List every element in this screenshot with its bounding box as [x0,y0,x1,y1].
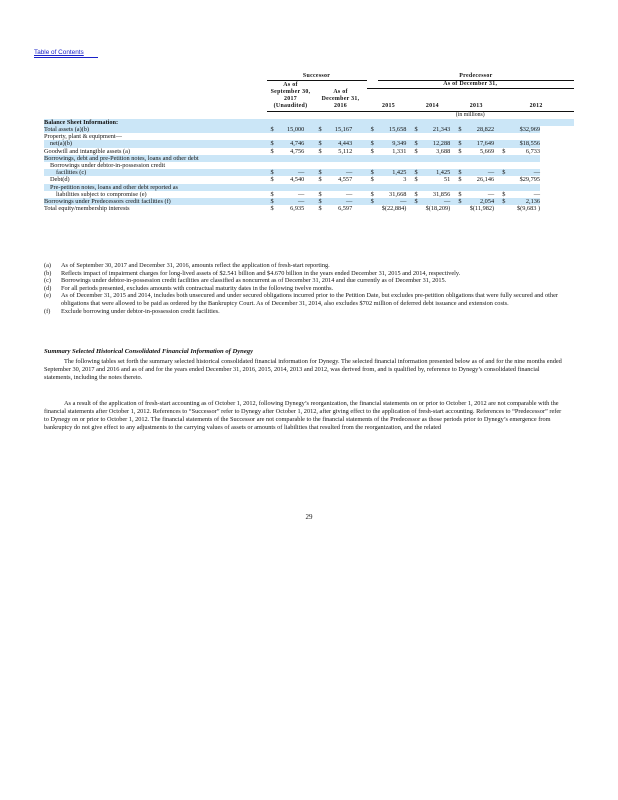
currency-symbol: $ [414,147,418,155]
table-row [44,133,574,140]
currency-symbol: $ [318,176,322,184]
cell-value: $(11,982) [469,205,495,213]
table-row [44,140,574,147]
currency-symbol: $ [267,140,278,147]
cell-value: 12,288 [422,140,451,147]
cell-value: 1,425 [422,169,451,176]
cell-value: $(18,209) [425,205,451,213]
footnote-text: As of September 30, 2017 and December 31, 2016, amounts reflect the application of fresh-start reporting. [61,262,330,269]
currency-symbol: $ [314,140,325,147]
cell-value [326,155,353,162]
currency-symbol [498,184,509,191]
paragraph-1: The following tables set forth the summary selected historical consolidated financial information for Dynegy. The selected financial information presented below as of and for the nine months ended September 30, 2017 and 2016 and as of and for the years ended December 31, 2016, 2015, 2014, 2013 and 2012, was derived from, and is qualified by, reference to Dynegy’s consolidated financial statements, including the notes thereto. [44,358,562,381]
cell-value: — [278,198,305,205]
column-header [410,89,454,96]
currency-symbol: $ [454,169,465,176]
currency-symbol [267,184,278,191]
cell-value [378,155,407,162]
currency-symbol: $ [314,126,325,133]
cell-value: 28,822 [466,126,495,133]
row-label: Borrowings under Predecessors credit facilities (f) [44,198,267,205]
cell-value: 15,000 [278,126,305,133]
column-header [410,96,454,103]
footnote [44,308,564,316]
currency-symbol [410,184,421,191]
cell-value [378,184,407,191]
currency-symbol: $ [318,147,322,155]
units-row [44,111,574,119]
page-number: 29 [305,513,313,521]
cell-value: $32,969 [509,126,540,133]
cell-value: 3,688 [436,147,451,155]
table-row [44,205,574,212]
units-label: (in millions) [455,111,485,118]
currency-symbol [454,133,465,140]
cell-value [509,133,540,140]
column-header [454,96,498,103]
currency-symbol: $ [270,190,274,198]
currency-symbol: $ [454,140,465,147]
footnote [44,262,564,270]
predecessor-subheader: As of December 31, [367,81,574,89]
currency-symbol [410,162,421,169]
row-label: Debt(d) [50,176,70,184]
column-header: 2012 [498,103,574,111]
column-header: 2013 [454,103,498,111]
column-header: (Unaudited) [267,103,315,111]
footnotes [44,262,564,315]
column-header [498,89,574,96]
row-label: Goodwill and intangible assets (a) [44,147,131,155]
cell-value [422,155,451,162]
cell-value: 5,669 [479,147,495,155]
column-header-row [44,103,574,111]
cell-value: 31,668 [389,190,407,198]
currency-symbol [410,133,421,140]
cell-value [326,184,353,191]
row-label: Total equity/membership interests [44,205,130,213]
currency-symbol [267,162,278,169]
row-label: Pre-petition notes, loans and other debt reported as [44,184,267,191]
currency-symbol [367,133,378,140]
cell-value: — [422,198,451,205]
predecessor-header: Predecessor [378,73,574,81]
cell-value: — [326,198,353,205]
cell-value: — [378,198,407,205]
currency-symbol [314,162,325,169]
column-header-row [44,96,574,103]
currency-symbol: $ [414,176,418,184]
cell-value: — [278,169,305,176]
currency-symbol [454,155,465,162]
column-header [367,96,411,103]
currency-symbol: $ [458,176,462,184]
currency-symbol: $ [314,169,325,176]
currency-symbol: $ [270,147,274,155]
cell-value [509,162,540,169]
cell-value: — [487,190,495,198]
currency-symbol: $ [318,205,322,213]
summary-heading: Summary Selected Historical Consolidated Financial Information of Dynegy [44,348,253,355]
cell-value: 9,349 [378,140,407,147]
currency-symbol: $ [410,169,421,176]
cell-value [422,184,451,191]
cell-value [466,133,495,140]
currency-symbol: $ [270,176,274,184]
currency-symbol: $ [367,169,378,176]
currency-symbol: $ [314,198,325,205]
currency-symbol: $ [267,198,278,205]
currency-symbol [454,205,465,212]
currency-symbol: $ [270,205,274,213]
cell-value: 6,733 [525,147,541,155]
cell-value [422,133,451,140]
currency-symbol [367,162,378,169]
cell-value [326,133,353,140]
footnote-key: (b) [44,269,52,277]
currency-symbol: $ [454,126,465,133]
currency-symbol: $ [498,169,509,176]
cell-value: 31,856 [432,190,451,198]
column-header-row [44,81,574,89]
cell-value: 26,146 [476,176,495,184]
column-header [367,89,411,96]
cell-value: 2,054 [466,198,495,205]
column-header [454,89,498,96]
currency-symbol: $ [367,126,378,133]
footnote-text: Exclude borrowing under debtor-in-possession credit facilities. [61,307,220,315]
cell-value: 15,658 [378,126,407,133]
balance-sheet-table [44,73,574,212]
cell-value: $18,556 [509,140,540,147]
currency-symbol [314,184,325,191]
currency-symbol [267,133,278,140]
table-row [44,176,574,183]
cell-value: 15,167 [326,126,353,133]
table-row [44,191,574,198]
table-row [44,155,574,162]
paragraph-2: As a result of the application of fresh-start accounting as of October 1, 2012, following Dynegy’s reorganization, the financial statements on or prior to October 1, 2012 are not comparable with the financial statements after October 1, 2012. References to “Successor” refer to Dynegy after October 1, 2012, after giving effect to the application of fresh-start accounting. References to “Predecessor” refer to Dynegy on or prior to October 1, 2012. The financial statements of the Successor are not comparable to the financial statements of the Predecessor as those periods prior to Dynegy’s emergence from bankruptcy do not give effect to any adjustments to the carrying values of assets or amounts of liabilities that resulted from the reorganization, and the related [44,400,562,431]
cell-value [466,155,495,162]
footnote-text: As of December 31, 2015 and 2014, includes both unsecured and under secured obligations incurred prior to the Petition Date, but excludes pre-petition obligations that were fully secured and other obligations that were allowed to be paid as ordered by the Bankruptcy Court. As of December 31, 2014, also excludes $702 million of deferred debt issuance and extension costs. [61,292,558,307]
row-label: liabilities subject to compromise (e) [56,190,147,198]
cell-value: 2,136 [509,198,540,205]
cell-value: 3 [403,176,407,184]
currency-symbol: $ [367,140,378,147]
section-label: Balance Sheet Information: [44,119,574,126]
cell-value [378,133,407,140]
currency-symbol: $ [458,190,462,198]
currency-symbol: $ [370,176,374,184]
currency-symbol [498,176,509,183]
row-label: facilities (c) [44,169,267,176]
cell-value: 6,935 [290,205,305,213]
column-header: As of [283,81,298,88]
cell-value: 6,597 [338,205,353,213]
section-row [44,119,574,126]
table-of-contents-link[interactable]: Table of Contents [34,49,84,56]
column-header-row [44,89,574,96]
currency-symbol: $ [267,169,278,176]
currency-symbol [498,155,509,162]
cell-value: — [326,169,353,176]
successor-header: Successor [267,73,367,81]
cell-value [278,155,305,162]
cell-value [466,184,495,191]
cell-value: 21,343 [422,126,451,133]
footnote-key: (a) [44,262,51,269]
table-row [44,126,574,133]
column-header: As of [333,88,348,95]
currency-symbol [454,162,465,169]
table-row [44,162,574,169]
cell-value: — [345,190,353,198]
table-row [44,184,574,191]
currency-symbol [367,155,378,162]
footnote-key: (e) [44,292,51,300]
currency-symbol: $ [370,147,374,155]
cell-value: $29,795 [519,176,541,184]
cell-value [509,184,540,191]
footnote [44,292,564,307]
column-header [498,96,574,103]
cell-value: 4,756 [290,147,305,155]
footnote-key: (d) [44,284,52,292]
currency-symbol: $ [414,190,418,198]
currency-symbol [498,126,509,133]
cell-value [422,162,451,169]
currency-symbol: $ [458,147,462,155]
currency-symbol: $ [410,140,421,147]
column-header: 2017 [284,96,297,103]
footnote-key: (c) [44,277,51,285]
cell-value [466,162,495,169]
currency-symbol [410,155,421,162]
cell-value [278,133,305,140]
currency-symbol [367,184,378,191]
footnote [44,270,564,278]
column-header: 2015 [367,103,411,111]
cell-value: 4,443 [326,140,353,147]
row-label: Borrowings, debt and pre-Petition notes, loans and other debt [44,155,267,162]
footnote-text: For all periods presented, excludes amounts with contractual maturity dates in the following twelve months. [61,284,334,292]
column-header: December 31, [321,96,360,103]
currency-symbol [498,205,509,212]
column-header: September 30, [270,88,311,95]
toc-underline [34,57,98,58]
cell-value: — [533,190,541,198]
currency-symbol [454,184,465,191]
currency-symbol: $ [267,126,278,133]
currency-symbol [267,155,278,162]
cell-value [378,162,407,169]
cell-value: $(9,683 ) [516,205,541,213]
currency-symbol [498,162,509,169]
column-header: 2016 [314,103,366,111]
row-label: Property, plant & equipment— [44,133,122,141]
cell-value: — [466,169,495,176]
cell-value [509,155,540,162]
currency-symbol: $ [502,190,506,198]
currency-symbol: $ [454,198,465,205]
cell-value: 4,540 [290,176,305,184]
group-header-row [44,73,574,81]
cell-value: 5,112 [338,147,353,155]
cell-value: 17,649 [466,140,495,147]
currency-symbol: $ [498,198,509,205]
cell-value [278,162,305,169]
cell-value [326,162,353,169]
cell-value [278,184,305,191]
footnote [44,277,564,285]
cell-value: $(22,884) [381,205,407,213]
table-row [44,198,574,205]
footnote-key: (f) [44,307,51,315]
cell-value: — [297,190,305,198]
cell-value: — [509,169,540,176]
currency-symbol [367,205,378,212]
column-header [314,81,366,89]
currency-symbol [314,155,325,162]
cell-value: 1,425 [378,169,407,176]
row-label: net(a)(b) [44,140,267,147]
cell-value: 4,557 [338,176,353,184]
cell-value: 51 [443,176,451,184]
currency-symbol [410,205,421,212]
footnote-text: Reflects impact of impairment charges for long-lived assets of $2.541 billion and $4.670 billion in the years ended December 31, 2015 and 2014, respectively. [61,269,461,277]
currency-symbol: $ [370,190,374,198]
currency-symbol: $ [410,126,421,133]
row-label: Borrowings under debtor-in-possession credit [50,161,166,169]
currency-symbol [314,133,325,140]
footnote-text: Borrowings under debtor-in-possession credit facilities are classified as noncurrent as of December 31, 2014 and due currently as of December 31, 2015. [61,277,447,285]
cell-value: 4,746 [278,140,305,147]
currency-symbol: $ [502,147,506,155]
table-row [44,169,574,176]
currency-symbol: $ [367,198,378,205]
column-header: 2014 [410,103,454,111]
currency-symbol [498,140,509,147]
currency-symbol [498,133,509,140]
cell-value: 1,331 [392,147,407,155]
footnote [44,285,564,293]
table-row [44,148,574,155]
row-label: Total assets (a)(b) [44,126,267,133]
currency-symbol: $ [410,198,421,205]
currency-symbol: $ [318,190,322,198]
